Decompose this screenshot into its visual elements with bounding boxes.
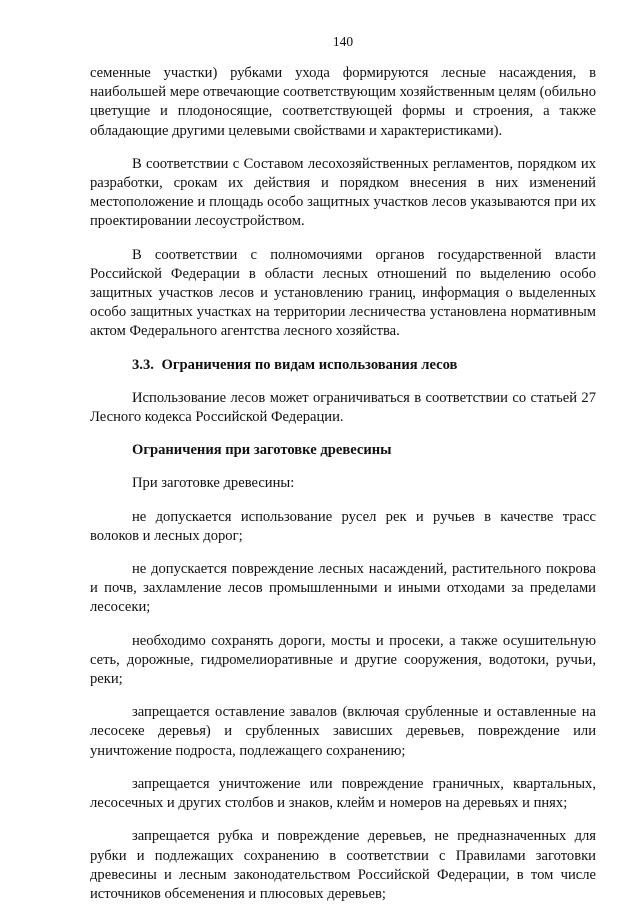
document-page [90,34,596,918]
paragraph-regulations: В соответствии с Составом лесохозяйственных регламентов, порядком их разработки, срокам их действия и порядком внесения в них изменений местоположение и площадь особо защитных участков лесов указываются при их проектировании лесоустройством. [90,155,596,230]
page-number: 140 [332,34,354,49]
list-item: не допускается использование русел рек и ручьев в качестве трасс волоков и лесных дорог; [90,508,596,544]
list-item: запрещается уничтожение или повреждение граничных, квартальных, лесосечных и других столбов и знаков, клейм и номеров на деревьях и пнях; [90,775,596,812]
list-item: не допускается повреждение лесных насаждений, растительного покрова и почв, захламление лесов промышленными и иными отходами за пределами лесосеки; [90,561,596,616]
section-heading [90,356,596,375]
section-intro: Использование лесов может ограничиваться в соответствии со статьей 27 Лесного кодекса Российской Федерации. [90,389,596,426]
paragraph-authority: В соответствии с полномочиями органов государственной власти Российской Федерации в области лесных отношений по выделению особо защитных участков лесов и установлению границ, информация о выделенных особо защитных участках на территории лесничества установлена нормативным актом Федерального агентства лесного хозяйства. [90,246,596,340]
list-item: запрещается оставление завалов (включая срубленные и оставленные на лесосеке деревья) и срубленных зависших деревьев, повреждение или уничтожение подроста, подлежащего сохранению; [90,704,596,759]
paragraph-continued: семенные участки) рубками ухода формируются лесные насаждения, в наибольшей мере отвечающие соответствующим хозяйственным целям (обильно цветущие и плодоносящие, соответствующей формы и строения, а также обладающие другими целевыми свойствами и характеристиками). [90,65,597,139]
list-intro: При заготовке древесины: [132,475,295,492]
section-number: 3.3. [132,356,154,373]
section-title: Ограничения по видам использования лесов [161,356,458,373]
list-item: запрещается рубка и повреждение деревьев, не предназначенных для рубки и подлежащих сохранению в соответствии с Правилами заготовки древесины и лесным законодательством Российской Федерации, в том числе источников обсеменения и плюсовых деревьев; [90,828,596,902]
list-item: необходимо сохранять дороги, мосты и просеки, а также осушительную сеть, дорожные, гидромелиоративные и другие сооружения, водотоки, ручьи, реки; [90,632,596,688]
subsection-heading: Ограничения при заготовке древесины [132,442,392,459]
